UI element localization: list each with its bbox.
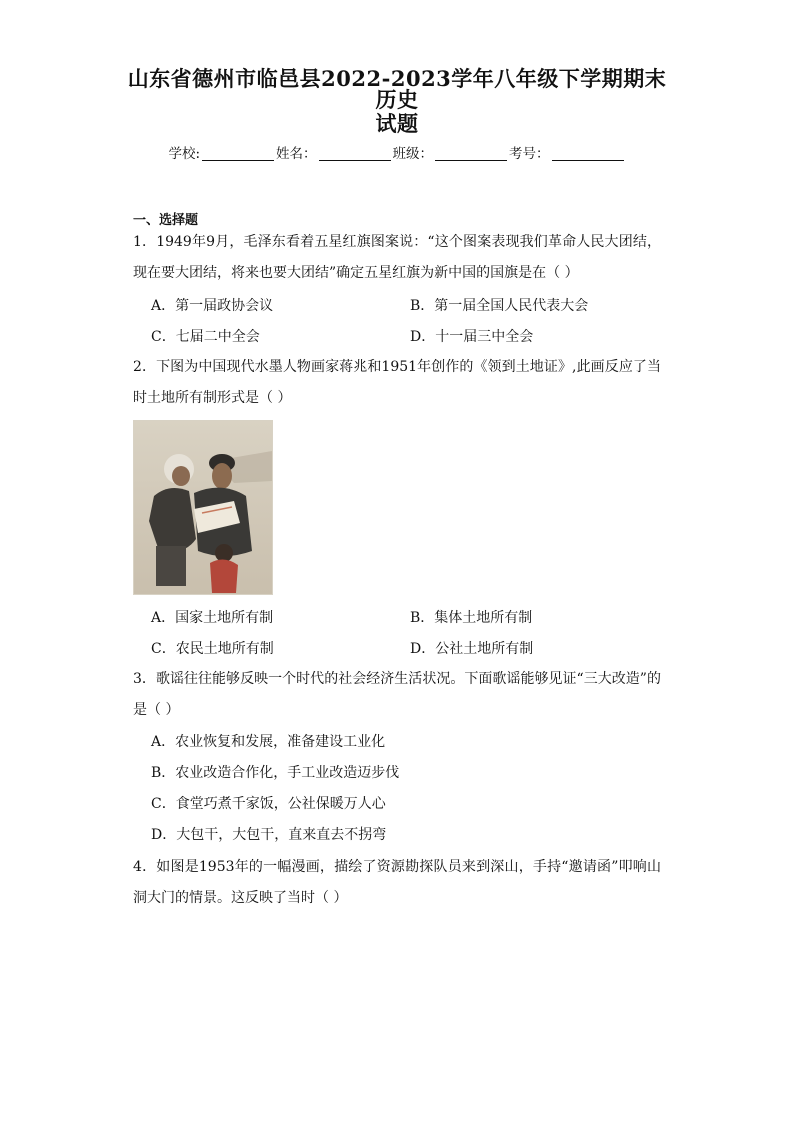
painting-illustration [134, 421, 272, 594]
name-blank[interactable] [319, 146, 391, 161]
section-heading: 一、选择题 [133, 213, 199, 228]
question-1-option-a[interactable]: A．第一届政协会议 [151, 298, 274, 314]
name-label: 姓名： [276, 146, 317, 162]
exam-title-line-2: 试题 [375, 111, 419, 136]
exam-no-blank[interactable] [552, 146, 624, 161]
class-blank[interactable] [435, 146, 507, 161]
question-3-option-b[interactable]: B．农业改造合作化，手工业改造迈步伐 [151, 765, 400, 781]
question-1-option-b[interactable]: B．第一届全国人民代表大会 [410, 298, 589, 314]
question-2-stem: 2．下图为中国现代水墨人物画家蒋兆和1951年创作的《领到土地证》,此画反应了当时土地所有制形式是（ ） [133, 359, 661, 406]
exam-no-label: 考号： [509, 146, 550, 162]
question-2-option-a[interactable]: A．国家土地所有制 [151, 610, 274, 626]
question-2-option-c[interactable]: C．农民土地所有制 [151, 641, 274, 657]
question-3-option-d[interactable]: D．大包干，大包干，直来直去不拐弯 [151, 827, 387, 843]
question-3-option-a[interactable]: A．农业恢复和发展，准备建设工业化 [151, 734, 386, 750]
ink-painting-image [133, 420, 273, 595]
question-2-option-d[interactable]: D．公社土地所有制 [410, 641, 534, 657]
question-1-option-c[interactable]: C．七届二中全会 [151, 329, 260, 345]
question-1-option-d[interactable]: D．十一届三中全会 [410, 329, 534, 345]
school-label: 学校: [168, 146, 201, 162]
student-info-row [0, 145, 794, 163]
exam-title-line-1: 山东省德州市临邑县2022-2023学年八年级下学期期末历史 [127, 66, 667, 112]
question-3-option-c[interactable]: C．食堂巧煮千家饭，公社保暖万人心 [151, 796, 386, 812]
class-label: 班级： [392, 146, 434, 162]
question-1-stem: 1．1949年9月，毛泽东看着五星红旗图案说：“这个图案表现我们革命人民大团结，现在要大团结，将来也要大团结”确定五星红旗为新中国的国旗是在（ ） [133, 234, 661, 281]
question-2-option-b[interactable]: B．集体土地所有制 [410, 610, 533, 626]
question-3-stem: 3．歌谣往往能够反映一个时代的社会经济生活状况。下面歌谣能够见证“三大改造”的是（ ） [133, 671, 661, 718]
question-4-stem: 4．如图是1953年的一幅漫画，描绘了资源勘探队员来到深山，手持“邀请函”叩响山洞大门的情景。这反映了当时（ ） [133, 859, 661, 906]
school-blank[interactable] [202, 146, 274, 161]
